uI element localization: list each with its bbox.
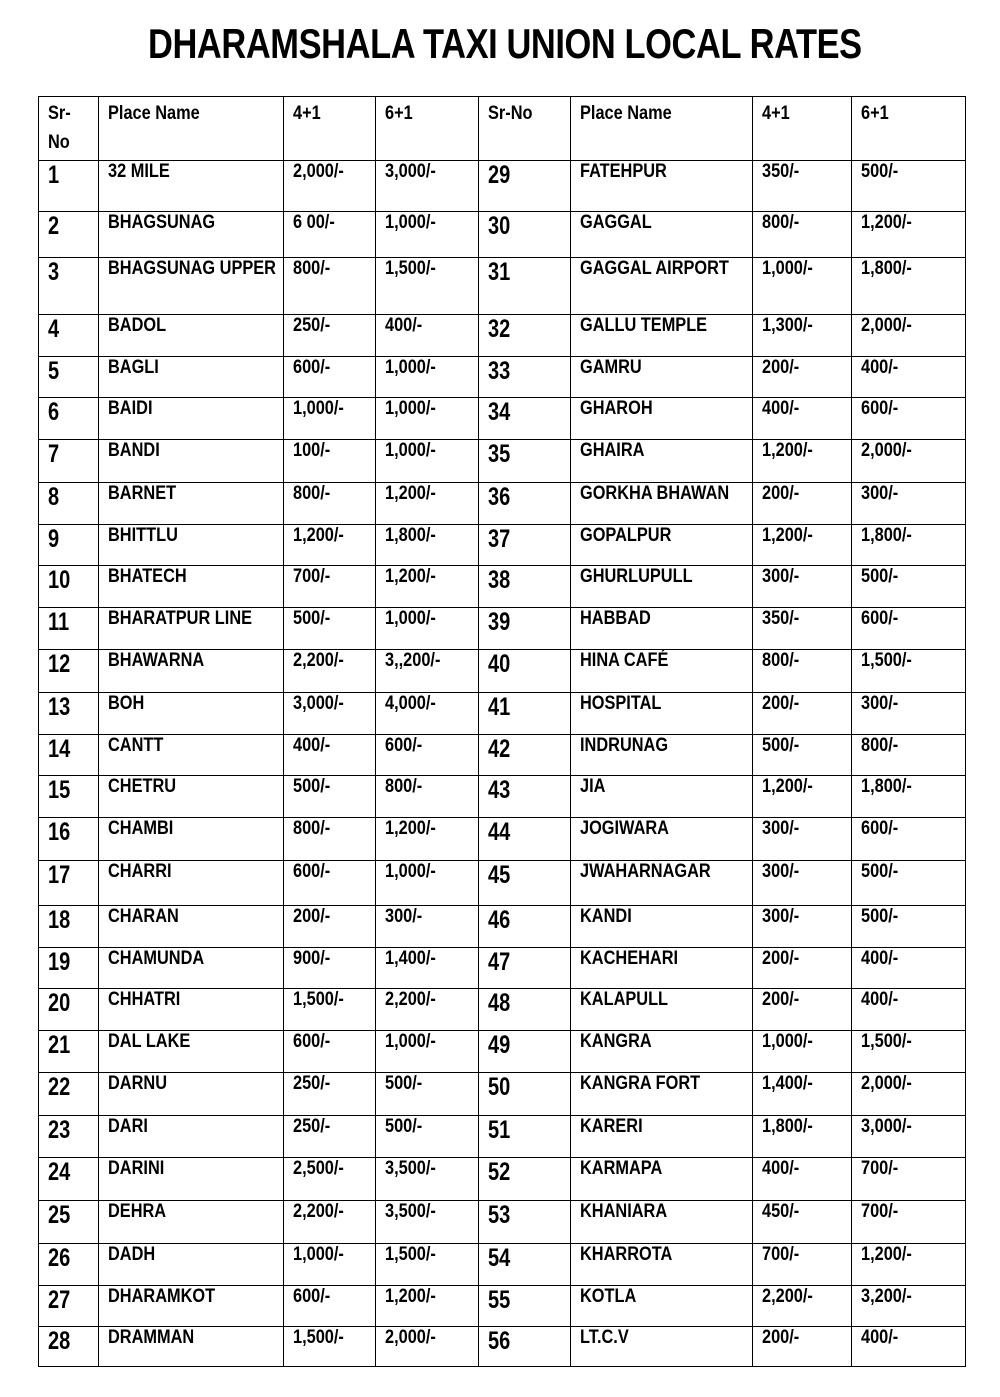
place-name-cell: DARI bbox=[99, 1116, 284, 1158]
sr-no-cell: 29 bbox=[479, 161, 571, 212]
rate-6-plus-1-cell: 1,200/- bbox=[852, 1244, 966, 1286]
sr-no-cell: 52 bbox=[479, 1158, 571, 1201]
sr-no-cell: 26 bbox=[39, 1244, 99, 1286]
place-name-cell: CHAMUNDA bbox=[99, 948, 284, 989]
rate-4-plus-1-cell: 200/- bbox=[753, 357, 852, 398]
place-name-cell: GOPALPUR bbox=[571, 525, 753, 566]
rate-4-plus-1-cell: 2,200/- bbox=[284, 650, 376, 693]
sr-no-cell: 55 bbox=[479, 1286, 571, 1327]
place-name-cell: DADH bbox=[99, 1244, 284, 1286]
rate-6-plus-1-cell: 1,500/- bbox=[376, 258, 479, 315]
table-row bbox=[39, 212, 966, 258]
place-name-cell: CHETRU bbox=[99, 776, 284, 818]
sr-no-cell: 10 bbox=[39, 566, 99, 608]
rate-6-plus-1-cell: 2,000/- bbox=[852, 1073, 966, 1116]
place-name-cell: JOGIWARA bbox=[571, 818, 753, 861]
sr-no-cell: 32 bbox=[479, 315, 571, 357]
sr-no-cell: 53 bbox=[479, 1201, 571, 1244]
rate-6-plus-1-cell: 400/- bbox=[852, 948, 966, 989]
place-name-cell: BAIDI bbox=[99, 398, 284, 440]
sr-no-cell: 3 bbox=[39, 258, 99, 315]
place-name-cell: BOH bbox=[99, 693, 284, 735]
rate-4-plus-1-cell: 250/- bbox=[284, 1073, 376, 1116]
sr-no-cell: 20 bbox=[39, 989, 99, 1031]
place-name-cell: BHAWARNA bbox=[99, 650, 284, 693]
rate-6-plus-1-cell: 700/- bbox=[852, 1201, 966, 1244]
table-row bbox=[39, 483, 966, 525]
sr-no-cell: 8 bbox=[39, 483, 99, 525]
place-name-cell: DAL LAKE bbox=[99, 1031, 284, 1073]
place-name-cell: KALAPULL bbox=[571, 989, 753, 1031]
rate-4-plus-1-cell: 200/- bbox=[753, 693, 852, 735]
sr-no-cell: 1 bbox=[39, 161, 99, 212]
sr-no-cell: 56 bbox=[479, 1327, 571, 1367]
sr-no-cell: 35 bbox=[479, 440, 571, 483]
rate-4-plus-1-cell: 1,000/- bbox=[753, 1031, 852, 1073]
table-row bbox=[39, 906, 966, 948]
place-name-cell: CHARRI bbox=[99, 861, 284, 906]
rate-4-plus-1-cell: 450/- bbox=[753, 1201, 852, 1244]
sr-no-cell: 14 bbox=[39, 735, 99, 776]
rate-6-plus-1-cell: 300/- bbox=[852, 483, 966, 525]
rate-4-plus-1-cell: 300/- bbox=[753, 566, 852, 608]
place-name-cell: DRAMMAN bbox=[99, 1327, 284, 1367]
rate-6-plus-1-cell: 3,,200/- bbox=[376, 650, 479, 693]
rate-6-plus-1-cell: 1,200/- bbox=[852, 212, 966, 258]
rate-6-plus-1-cell: 300/- bbox=[376, 906, 479, 948]
place-name-cell: BHARATPUR LINE bbox=[99, 608, 284, 650]
place-name-cell: GHAIRA bbox=[571, 440, 753, 483]
place-name-cell: BHAGSUNAG UPPER bbox=[99, 258, 284, 315]
table-row bbox=[39, 161, 966, 212]
place-name-cell: CANTT bbox=[99, 735, 284, 776]
rate-4-plus-1-cell: 6 00/- bbox=[284, 212, 376, 258]
rate-4-plus-1-cell: 500/- bbox=[284, 608, 376, 650]
rate-4-plus-1-cell: 200/- bbox=[753, 483, 852, 525]
place-name-cell: DARNU bbox=[99, 1073, 284, 1116]
sr-no-cell: 30 bbox=[479, 212, 571, 258]
table-row bbox=[39, 398, 966, 440]
rate-4-plus-1-cell: 2,500/- bbox=[284, 1158, 376, 1201]
rate-4-plus-1-cell: 600/- bbox=[284, 861, 376, 906]
place-name-cell: KHARROTA bbox=[571, 1244, 753, 1286]
sr-no-cell: 4 bbox=[39, 315, 99, 357]
sr-no-cell: 17 bbox=[39, 861, 99, 906]
sr-no-cell: 19 bbox=[39, 948, 99, 989]
rate-6-plus-1-cell: 600/- bbox=[376, 735, 479, 776]
rate-6-plus-1-cell: 500/- bbox=[376, 1073, 479, 1116]
table-row bbox=[39, 1327, 966, 1367]
rate-4-plus-1-cell: 200/- bbox=[284, 906, 376, 948]
place-name-cell: KANGRA bbox=[571, 1031, 753, 1073]
header-4-plus-1: 4+1 bbox=[284, 97, 376, 161]
header-6-plus-1: 6+1 bbox=[376, 97, 479, 161]
table-row bbox=[39, 525, 966, 566]
place-name-cell: JWAHARNAGAR bbox=[571, 861, 753, 906]
sr-no-cell: 12 bbox=[39, 650, 99, 693]
rate-4-plus-1-cell: 1,200/- bbox=[284, 525, 376, 566]
sr-no-cell: 9 bbox=[39, 525, 99, 566]
rate-4-plus-1-cell: 300/- bbox=[753, 861, 852, 906]
sr-no-cell: 6 bbox=[39, 398, 99, 440]
rate-6-plus-1-cell: 1,500/- bbox=[852, 650, 966, 693]
sr-no-cell: 18 bbox=[39, 906, 99, 948]
sr-no-cell: 27 bbox=[39, 1286, 99, 1327]
rate-4-plus-1-cell: 1,000/- bbox=[284, 1244, 376, 1286]
table-row bbox=[39, 693, 966, 735]
rate-6-plus-1-cell: 3,000/- bbox=[852, 1116, 966, 1158]
rate-6-plus-1-cell: 500/- bbox=[852, 566, 966, 608]
rate-4-plus-1-cell: 200/- bbox=[753, 1327, 852, 1367]
rate-6-plus-1-cell: 500/- bbox=[852, 906, 966, 948]
rate-4-plus-1-cell: 800/- bbox=[753, 650, 852, 693]
header-row bbox=[39, 97, 966, 161]
rate-6-plus-1-cell: 1,200/- bbox=[376, 566, 479, 608]
rate-6-plus-1-cell: 2,000/- bbox=[852, 315, 966, 357]
rate-6-plus-1-cell: 500/- bbox=[852, 861, 966, 906]
rate-4-plus-1-cell: 100/- bbox=[284, 440, 376, 483]
place-name-cell: GHAROH bbox=[571, 398, 753, 440]
sr-no-cell: 16 bbox=[39, 818, 99, 861]
rate-4-plus-1-cell: 400/- bbox=[284, 735, 376, 776]
rate-4-plus-1-cell: 1,200/- bbox=[753, 525, 852, 566]
header-place-name: Place Name bbox=[571, 97, 753, 161]
place-name-cell: BAGLI bbox=[99, 357, 284, 398]
sr-no-cell: 39 bbox=[479, 608, 571, 650]
sr-no-cell: 33 bbox=[479, 357, 571, 398]
table-row bbox=[39, 1116, 966, 1158]
rate-6-plus-1-cell: 3,200/- bbox=[852, 1286, 966, 1327]
rate-6-plus-1-cell: 800/- bbox=[852, 735, 966, 776]
table-row bbox=[39, 735, 966, 776]
sr-no-cell: 51 bbox=[479, 1116, 571, 1158]
place-name-cell: GAGGAL AIRPORT bbox=[571, 258, 753, 315]
place-name-cell: CHHATRI bbox=[99, 989, 284, 1031]
place-name-cell: DARINI bbox=[99, 1158, 284, 1201]
rate-6-plus-1-cell: 1,000/- bbox=[376, 1031, 479, 1073]
place-name-cell: CHAMBI bbox=[99, 818, 284, 861]
place-name-cell: KACHEHARI bbox=[571, 948, 753, 989]
rate-4-plus-1-cell: 600/- bbox=[284, 1031, 376, 1073]
place-name-cell: BHATECH bbox=[99, 566, 284, 608]
sr-no-cell: 54 bbox=[479, 1244, 571, 1286]
rate-6-plus-1-cell: 1,800/- bbox=[852, 525, 966, 566]
rate-4-plus-1-cell: 800/- bbox=[284, 818, 376, 861]
place-name-cell: FATEHPUR bbox=[571, 161, 753, 212]
rate-6-plus-1-cell: 1,000/- bbox=[376, 398, 479, 440]
rate-6-plus-1-cell: 400/- bbox=[852, 1327, 966, 1367]
place-name-cell: DHARAMKOT bbox=[99, 1286, 284, 1327]
sr-no-cell: 23 bbox=[39, 1116, 99, 1158]
table-row bbox=[39, 440, 966, 483]
rate-6-plus-1-cell: 500/- bbox=[376, 1116, 479, 1158]
rate-6-plus-1-cell: 1,800/- bbox=[376, 525, 479, 566]
sr-no-cell: 21 bbox=[39, 1031, 99, 1073]
rate-4-plus-1-cell: 1,500/- bbox=[284, 989, 376, 1031]
rate-4-plus-1-cell: 200/- bbox=[753, 989, 852, 1031]
rate-6-plus-1-cell: 1,500/- bbox=[852, 1031, 966, 1073]
table-row bbox=[39, 776, 966, 818]
rate-6-plus-1-cell: 800/- bbox=[376, 776, 479, 818]
rate-4-plus-1-cell: 250/- bbox=[284, 1116, 376, 1158]
sr-no-cell: 22 bbox=[39, 1073, 99, 1116]
header-sr-no: Sr-No bbox=[39, 97, 99, 161]
rate-4-plus-1-cell: 1,400/- bbox=[753, 1073, 852, 1116]
place-name-cell: GAMRU bbox=[571, 357, 753, 398]
rate-4-plus-1-cell: 800/- bbox=[284, 258, 376, 315]
sr-no-cell: 42 bbox=[479, 735, 571, 776]
rate-6-plus-1-cell: 1,200/- bbox=[376, 818, 479, 861]
rate-6-plus-1-cell: 1,000/- bbox=[376, 608, 479, 650]
place-name-cell: LT.C.V bbox=[571, 1327, 753, 1367]
rate-4-plus-1-cell: 200/- bbox=[753, 948, 852, 989]
rate-4-plus-1-cell: 1,000/- bbox=[284, 398, 376, 440]
table-row bbox=[39, 566, 966, 608]
rate-6-plus-1-cell: 1,800/- bbox=[852, 776, 966, 818]
header-4-plus-1: 4+1 bbox=[753, 97, 852, 161]
place-name-cell: KARMAPA bbox=[571, 1158, 753, 1201]
sr-no-cell: 41 bbox=[479, 693, 571, 735]
rate-4-plus-1-cell: 1,500/- bbox=[284, 1327, 376, 1367]
rate-4-plus-1-cell: 1,000/- bbox=[753, 258, 852, 315]
rate-4-plus-1-cell: 350/- bbox=[753, 161, 852, 212]
table-row bbox=[39, 818, 966, 861]
sr-no-cell: 13 bbox=[39, 693, 99, 735]
place-name-cell: GALLU TEMPLE bbox=[571, 315, 753, 357]
rate-6-plus-1-cell: 3,000/- bbox=[376, 161, 479, 212]
table-row bbox=[39, 948, 966, 989]
rate-4-plus-1-cell: 300/- bbox=[753, 818, 852, 861]
header-sr-no: Sr-No bbox=[479, 97, 571, 161]
rate-4-plus-1-cell: 350/- bbox=[753, 608, 852, 650]
rate-6-plus-1-cell: 1,500/- bbox=[376, 1244, 479, 1286]
place-name-cell: GAGGAL bbox=[571, 212, 753, 258]
rate-6-plus-1-cell: 1,000/- bbox=[376, 861, 479, 906]
sr-no-cell: 24 bbox=[39, 1158, 99, 1201]
place-name-cell: DEHRA bbox=[99, 1201, 284, 1244]
rate-4-plus-1-cell: 600/- bbox=[284, 357, 376, 398]
rate-4-plus-1-cell: 600/- bbox=[284, 1286, 376, 1327]
rate-6-plus-1-cell: 4,000/- bbox=[376, 693, 479, 735]
place-name-cell: JIA bbox=[571, 776, 753, 818]
rate-4-plus-1-cell: 800/- bbox=[753, 212, 852, 258]
rate-6-plus-1-cell: 3,500/- bbox=[376, 1201, 479, 1244]
place-name-cell: GORKHA BHAWAN bbox=[571, 483, 753, 525]
sr-no-cell: 43 bbox=[479, 776, 571, 818]
sr-no-cell: 34 bbox=[479, 398, 571, 440]
sr-no-cell: 38 bbox=[479, 566, 571, 608]
table-row bbox=[39, 989, 966, 1031]
table-row bbox=[39, 1158, 966, 1201]
place-name-cell: HINA CAFÉ bbox=[571, 650, 753, 693]
place-name-cell: GHURLUPULL bbox=[571, 566, 753, 608]
table-row bbox=[39, 1031, 966, 1073]
sr-no-cell: 40 bbox=[479, 650, 571, 693]
place-name-cell: KANGRA FORT bbox=[571, 1073, 753, 1116]
place-name-cell: HOSPITAL bbox=[571, 693, 753, 735]
place-name-cell: KANDI bbox=[571, 906, 753, 948]
table-row bbox=[39, 1286, 966, 1327]
rates-table bbox=[38, 96, 966, 1367]
place-name-cell: BHITTLU bbox=[99, 525, 284, 566]
table-row bbox=[39, 1073, 966, 1116]
place-name-cell: 32 MILE bbox=[99, 161, 284, 212]
rate-6-plus-1-cell: 600/- bbox=[852, 818, 966, 861]
place-name-cell: BANDI bbox=[99, 440, 284, 483]
rate-4-plus-1-cell: 1,200/- bbox=[753, 776, 852, 818]
sr-no-cell: 28 bbox=[39, 1327, 99, 1367]
place-name-cell: KOTLA bbox=[571, 1286, 753, 1327]
sr-no-cell: 36 bbox=[479, 483, 571, 525]
rate-6-plus-1-cell: 700/- bbox=[852, 1158, 966, 1201]
place-name-cell: INDRUNAG bbox=[571, 735, 753, 776]
rate-4-plus-1-cell: 500/- bbox=[284, 776, 376, 818]
sr-no-cell: 25 bbox=[39, 1201, 99, 1244]
table-row bbox=[39, 1201, 966, 1244]
rate-4-plus-1-cell: 800/- bbox=[284, 483, 376, 525]
rate-6-plus-1-cell: 3,500/- bbox=[376, 1158, 479, 1201]
rate-4-plus-1-cell: 2,200/- bbox=[284, 1201, 376, 1244]
rate-4-plus-1-cell: 700/- bbox=[753, 1244, 852, 1286]
table-row bbox=[39, 315, 966, 357]
rate-6-plus-1-cell: 600/- bbox=[852, 608, 966, 650]
sr-no-cell: 45 bbox=[479, 861, 571, 906]
table-row bbox=[39, 1244, 966, 1286]
sr-no-cell: 44 bbox=[479, 818, 571, 861]
rate-4-plus-1-cell: 700/- bbox=[284, 566, 376, 608]
rate-4-plus-1-cell: 1,200/- bbox=[753, 440, 852, 483]
rate-6-plus-1-cell: 400/- bbox=[852, 357, 966, 398]
table-row bbox=[39, 650, 966, 693]
rate-4-plus-1-cell: 1,300/- bbox=[753, 315, 852, 357]
rate-6-plus-1-cell: 400/- bbox=[852, 989, 966, 1031]
sr-no-cell: 46 bbox=[479, 906, 571, 948]
rate-4-plus-1-cell: 3,000/- bbox=[284, 693, 376, 735]
rate-6-plus-1-cell: 600/- bbox=[852, 398, 966, 440]
rate-6-plus-1-cell: 1,000/- bbox=[376, 440, 479, 483]
rate-6-plus-1-cell: 2,200/- bbox=[376, 989, 479, 1031]
sr-no-cell: 49 bbox=[479, 1031, 571, 1073]
place-name-cell: BADOL bbox=[99, 315, 284, 357]
place-name-cell: BARNET bbox=[99, 483, 284, 525]
rate-4-plus-1-cell: 2,200/- bbox=[753, 1286, 852, 1327]
header-place-name: Place Name bbox=[99, 97, 284, 161]
place-name-cell: HABBAD bbox=[571, 608, 753, 650]
sr-no-cell: 50 bbox=[479, 1073, 571, 1116]
page-title: DHARAMSHALA TAXI UNION LOCAL RATES bbox=[148, 20, 862, 67]
sr-no-cell: 7 bbox=[39, 440, 99, 483]
sr-no-cell: 5 bbox=[39, 357, 99, 398]
rate-6-plus-1-cell: 400/- bbox=[376, 315, 479, 357]
rate-6-plus-1-cell: 300/- bbox=[852, 693, 966, 735]
rate-4-plus-1-cell: 500/- bbox=[753, 735, 852, 776]
place-name-cell: BHAGSUNAG bbox=[99, 212, 284, 258]
place-name-cell: CHARAN bbox=[99, 906, 284, 948]
sr-no-cell: 37 bbox=[479, 525, 571, 566]
header-6-plus-1: 6+1 bbox=[852, 97, 966, 161]
rate-4-plus-1-cell: 400/- bbox=[753, 1158, 852, 1201]
table-row bbox=[39, 357, 966, 398]
rate-4-plus-1-cell: 900/- bbox=[284, 948, 376, 989]
sr-no-cell: 11 bbox=[39, 608, 99, 650]
rate-6-plus-1-cell: 1,800/- bbox=[852, 258, 966, 315]
sr-no-cell: 48 bbox=[479, 989, 571, 1031]
table-row bbox=[39, 258, 966, 315]
sr-no-cell: 2 bbox=[39, 212, 99, 258]
rate-4-plus-1-cell: 300/- bbox=[753, 906, 852, 948]
rate-6-plus-1-cell: 1,000/- bbox=[376, 212, 479, 258]
rate-6-plus-1-cell: 500/- bbox=[852, 161, 966, 212]
sr-no-cell: 47 bbox=[479, 948, 571, 989]
table-row bbox=[39, 861, 966, 906]
rate-4-plus-1-cell: 2,000/- bbox=[284, 161, 376, 212]
sr-no-cell: 15 bbox=[39, 776, 99, 818]
rate-6-plus-1-cell: 1,200/- bbox=[376, 1286, 479, 1327]
rate-4-plus-1-cell: 400/- bbox=[753, 398, 852, 440]
rate-6-plus-1-cell: 1,400/- bbox=[376, 948, 479, 989]
rate-6-plus-1-cell: 2,000/- bbox=[376, 1327, 479, 1367]
place-name-cell: KHANIARA bbox=[571, 1201, 753, 1244]
rate-6-plus-1-cell: 2,000/- bbox=[852, 440, 966, 483]
table-row bbox=[39, 608, 966, 650]
rate-4-plus-1-cell: 250/- bbox=[284, 315, 376, 357]
place-name-cell: KARERI bbox=[571, 1116, 753, 1158]
rate-6-plus-1-cell: 1,200/- bbox=[376, 483, 479, 525]
rate-6-plus-1-cell: 1,000/- bbox=[376, 357, 479, 398]
rate-4-plus-1-cell: 1,800/- bbox=[753, 1116, 852, 1158]
sr-no-cell: 31 bbox=[479, 258, 571, 315]
